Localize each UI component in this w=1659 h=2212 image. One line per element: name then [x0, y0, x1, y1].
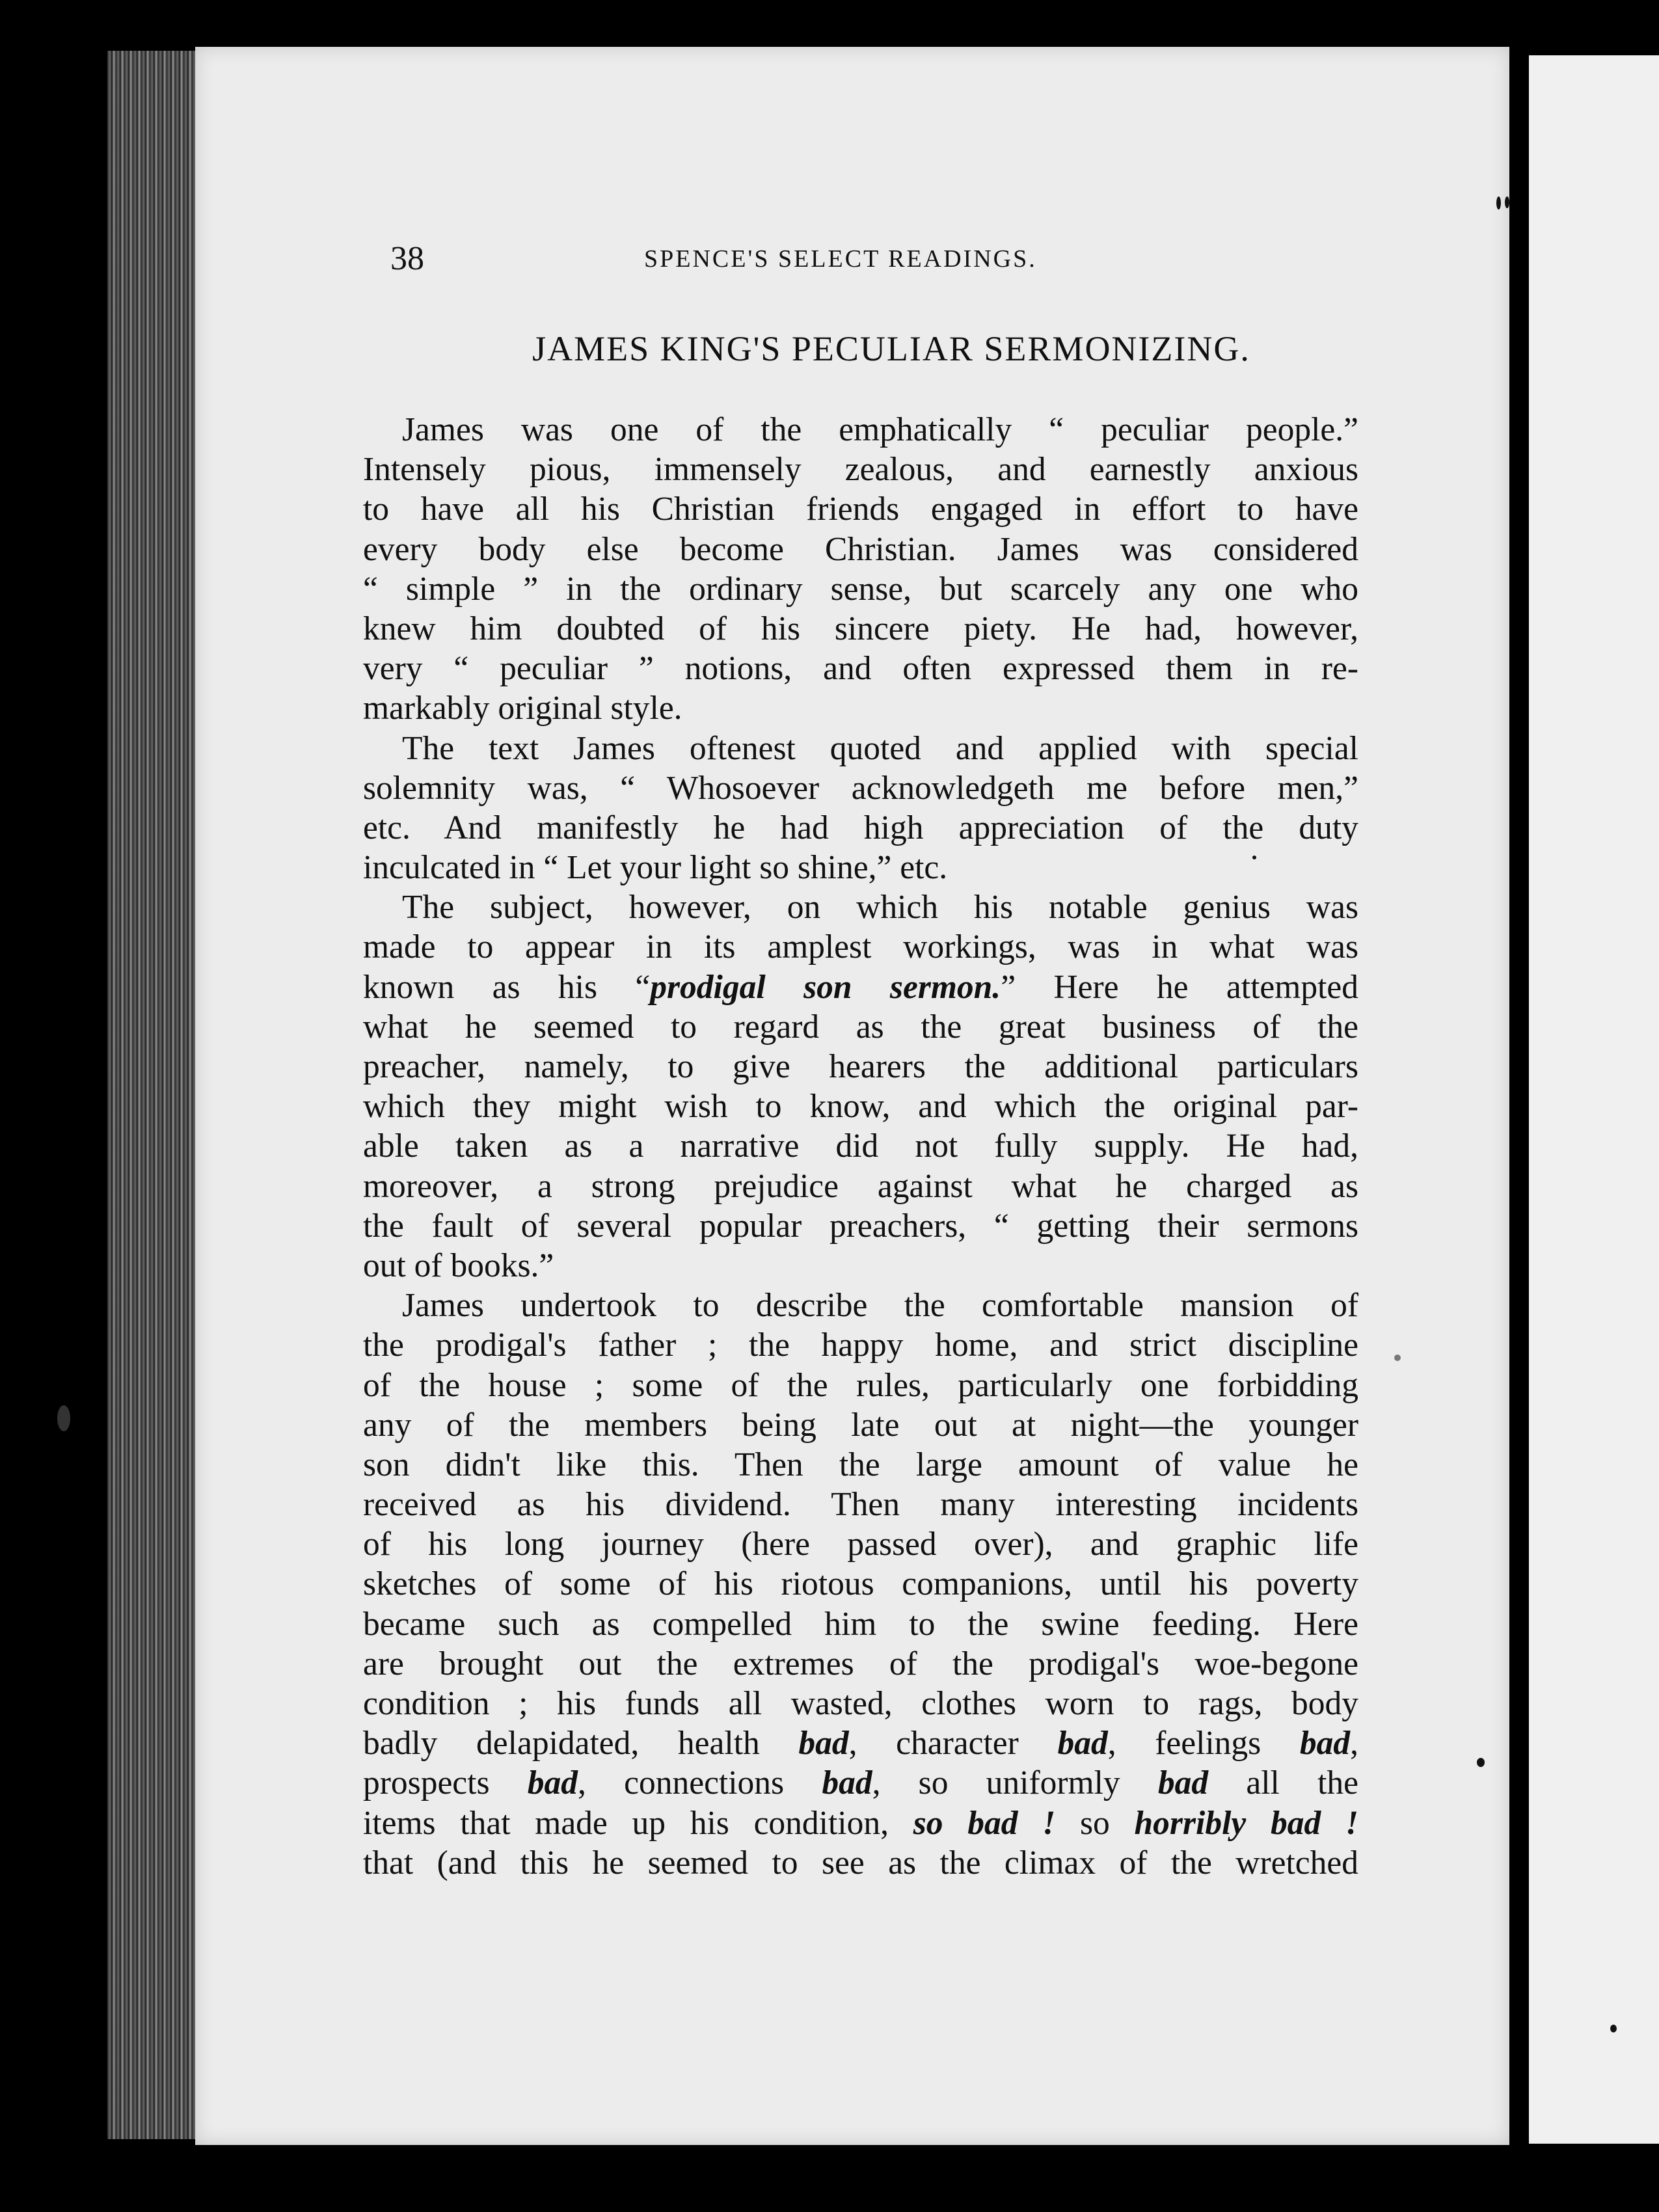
text-line: James was one of the emphatically “ peculiar people.”	[402, 411, 1358, 448]
page-edge-stack	[107, 51, 205, 2139]
text-line: markably original style.	[363, 690, 682, 727]
scan-speck	[1477, 1758, 1485, 1767]
text-line: knew him doubted of his sincere piety. He had, however,	[363, 610, 1358, 647]
text-line: the fault of several popular preachers, “ getting their sermons	[363, 1207, 1358, 1245]
text-line: prospects bad, connections bad, so uniformly bad all the	[363, 1764, 1358, 1802]
running-head	[390, 239, 1178, 278]
text-line: son didn't like this. Then the large amount of value he	[363, 1446, 1358, 1483]
text-line: The subject, however, on which his notable genius was	[402, 889, 1358, 926]
page-number: 38	[390, 240, 424, 277]
text-line: what he seemed to regard as the great business of the	[363, 1008, 1358, 1045]
text-line: solemnity was, “ Whosoever acknowledgeth me before men,”	[363, 769, 1358, 807]
text-line: that (and this he seemed to see as the climax of the wretched	[363, 1844, 1358, 1882]
text-line: which they might wish to know, and which the original par-	[363, 1088, 1358, 1126]
text-line: became such as compelled him to the swine feeding. Here	[363, 1605, 1358, 1643]
scan-speck	[57, 1405, 70, 1431]
text-line: James undertook to describe the comfortable mansion of	[402, 1287, 1358, 1325]
text-line: Intensely pious, immensely zealous, and earnestly anxious	[363, 451, 1358, 489]
scan-speck	[1394, 1355, 1401, 1361]
text-line: items that made up his condition, so bad ! so horribly bad !	[363, 1804, 1358, 1842]
running-title: SPENCE'S SELECT READINGS.	[644, 245, 1037, 273]
text-line: “ simple ” in the ordinary sense, but scarcely any one who	[363, 570, 1358, 608]
text-line: moreover, a strong prejudice against what he charged as	[363, 1167, 1358, 1205]
text-line: of the house ; some of the rules, particularly one forbidding	[363, 1366, 1358, 1404]
text-line: badly delapidated, health bad, character bad, feelings bad,	[363, 1725, 1358, 1762]
text-line: of his long journey (here passed over), and graphic life	[363, 1526, 1358, 1563]
text-line: etc. And manifestly he had high appreciation of the duty	[363, 809, 1358, 846]
scan-speck	[1505, 196, 1509, 208]
text-line: preacher, namely, to give hearers the additional particulars	[363, 1048, 1358, 1085]
text-line: received as his dividend. Then many interesting incidents	[363, 1486, 1358, 1524]
text-line: are brought out the extremes of the prodigal's woe-begone	[363, 1645, 1358, 1682]
text-line: out of books.”	[363, 1247, 554, 1284]
article-title: JAMES KING'S PECULIAR SERMONIZING.	[532, 329, 1250, 368]
text-line: any of the members being late out at night—the younger	[363, 1406, 1358, 1444]
text-line: inculcated in “ Let your light so shine,” etc.	[363, 849, 948, 887]
text-line: The text James oftenest quoted and applied with special	[402, 729, 1358, 767]
scan-speck	[1496, 196, 1501, 209]
text-line: every body else become Christian. James was considered	[363, 530, 1358, 568]
text-line: to have all his Christian friends engaged in effort to have	[363, 491, 1358, 528]
facing-page-edge	[1529, 55, 1659, 2144]
text-line: able taken as a narrative did not fully supply. He had,	[363, 1127, 1358, 1165]
text-line: the prodigal's father ; the happy home, and strict discipline	[363, 1327, 1358, 1364]
scan-speck	[1610, 2025, 1617, 2032]
text-line: sketches of some of his riotous companions, until his poverty	[363, 1565, 1358, 1603]
text-line: made to appear in its amplest workings, was in what was	[363, 928, 1358, 966]
article-body	[363, 410, 1358, 1883]
text-line: very “ peculiar ” notions, and often expressed them in re-	[363, 650, 1358, 688]
text-line: condition ; his funds all wasted, clothes worn to rags, body	[363, 1685, 1358, 1722]
text-line: known as his “prodigal son sermon.” Here he attempted	[363, 968, 1358, 1006]
